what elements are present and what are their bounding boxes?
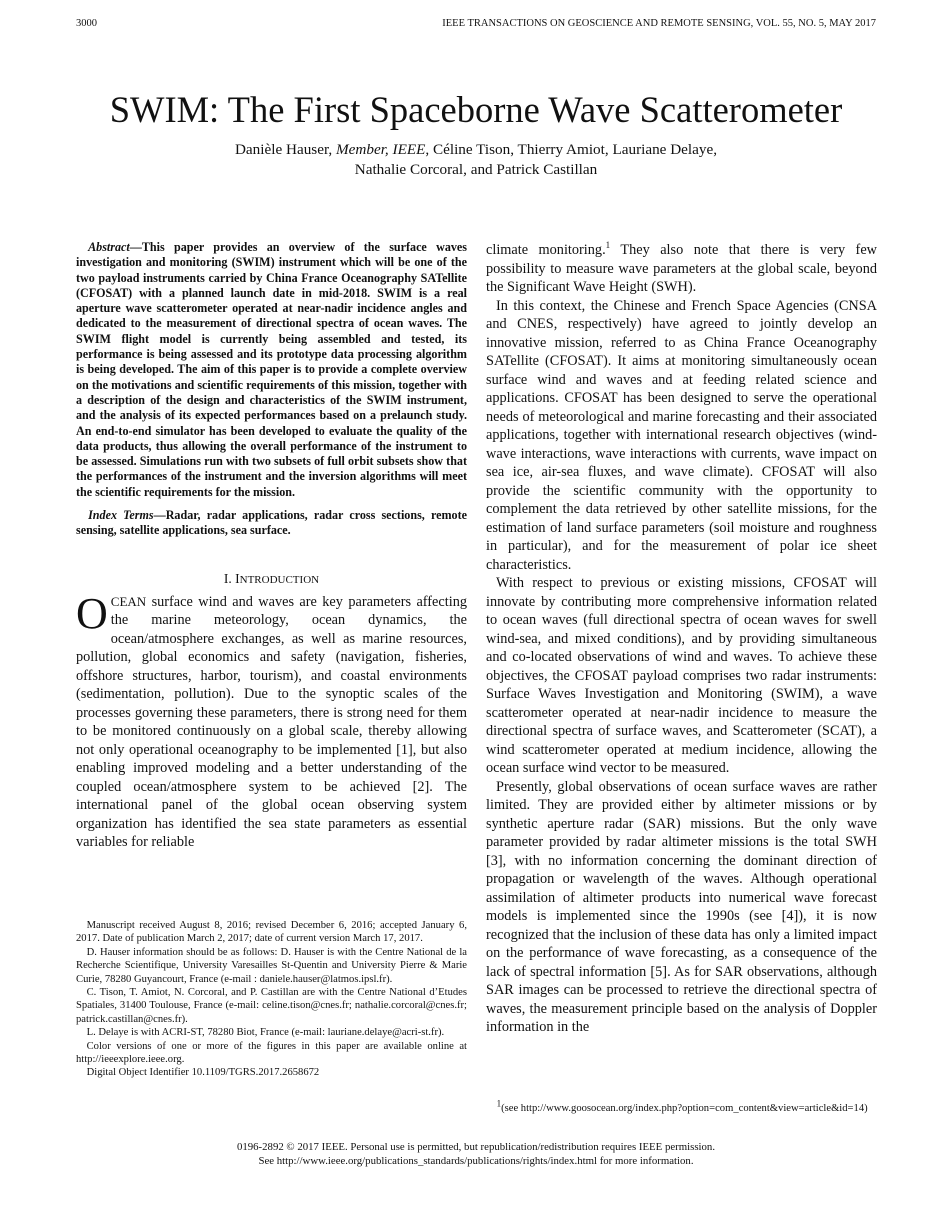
page-number: 3000 <box>76 18 97 29</box>
footnote: L. Delaye is with ACRI-ST, 78280 Biot, France (e-mail: lauriane.delaye@acri-st.fr). <box>86 1027 445 1039</box>
intro-paragraph <box>76 588 467 852</box>
section-number: I. <box>223 570 236 586</box>
footnote: Manuscript received August 8, 2016; revised December 6, 2016; accepted January 6, 2017. Date of publication March 2, 2017; date of current version March 17, 2017. <box>76 920 467 945</box>
index-terms-text: Radar, radar applications, radar cross sections, remote sensing, satellite applications, sea surface. <box>76 508 467 538</box>
intro-text: surface wind and waves are key parameters affecting the marine meteorology, ocean dynamics, the ocean/atmosphere exchanges, as well as marine resources, pollution, global economics and safety (navigation, fisheries, offshore structures, harbor, tourism), and coastal environments (sedimentation, pollution). Due to the synoptic scales of the processes governing these parameters, there is strong need for them to be monitored continuously on a global scale, thereby allowing not only operational oceanography to be implemented [1], but also enabling improved modeling and a better understanding of the coupled ocean/atmosphere system to be achieved [2]. The international panel of the global ocean observing system organization has identified the sea state parameters as essential variables for reliable <box>76 593 467 851</box>
authors-line1-b: , Céline Tison, Thierry Amiot, Lauriane Delaye, <box>425 141 718 158</box>
running-header: IEEE TRANSACTIONS ON GEOSCIENCE AND REMOTE SENSING, VOL. 55, NO. 5, MAY 2017 <box>442 18 876 29</box>
footnote: C. Tison, T. Amiot, N. Corcoral, and P. Castillan are with the Centre National d’Etudes Spatiales, 31400 Toulouse, France (e-mail: celine.tison@cnes.fr; nathalie.corcoral@cnes.fr; patrick.castillan@cnes.fr). <box>76 987 467 1025</box>
footnote-text: (see http://www.goosocean.org/index.php?option=com_content&view=article&id=14) <box>501 1103 868 1114</box>
paragraph <box>486 241 877 297</box>
section-title-rest: NTRODUCTION <box>239 573 320 586</box>
authors <box>0 140 952 180</box>
paper-title: SWIM: The First Spaceborne Wave Scatterometer <box>109 89 843 130</box>
section-title-first: I <box>235 570 240 586</box>
left-column <box>76 240 467 852</box>
copyright-notice <box>0 1140 952 1168</box>
abstract: Abstract—This paper provides an overview of the surface waves investigation and monitoring (SWIM) instrument which will be one of the two payload instruments carried by China France Oceanography SATellite (CFOSAT) with a planned launch date in mid-2018. SWIM is a real aperture wave scatterometer operated at near-nadir incidence angles and dedicated to the measurement of directional spectra of ocean waves. The SWIM flight model is currently being assembled and tested, its performance is being assessed and its prototype data processing algorithm is being developed. The aim of this paper is to provide a complete overview on the motivations and scientific requirements of this mission, together with a description of the design and characteristics of the SWIM instrument, and the analysis of its expected performances based on a prelaunch study. An end-to-end simulator has been developed to evaluate the quality of the data products, thus allowing the overall performance of the instrument to be assessed. Simulations run with two subsets of full orbit subsets show that the performances of the instrument and the inversion algorithms will meet the scientific requirements for the mission. <box>76 240 467 499</box>
abstract-label: Abstract <box>88 240 130 254</box>
text: They also note that there is very few possibility to measure wave parameters at the global scale, beyond the Significant Wave Height (SWH). <box>486 242 877 295</box>
paragraph: With respect to previous or existing missions, CFOSAT will innovate by contributing more comprehensive information related to ocean waves (full directional spectra of ocean waves for swell wind-sea, and mixed conditions), and by providing simultaneous and co-located observations of wind and waves. To achieve these objectives, the CFOSAT payload comprises two radar instruments: Surface Waves Investigation and Monitoring (SWIM), a wave scatterometer operated at near-nadir incidence to measure the directional spectra of surface waves, and Scatterometer (SCAT), a wind scatterometer operated at medium incidence, allowing the ocean surface wind vector to be measured. <box>486 575 877 776</box>
footnote: D. Hauser information should be as follows: D. Hauser is with the Centre National de la Recherche Scientifique, University Varesailles St-Quentin and University Pierre & Marie Curie, 78280 Guyancourt, France (e-mail : daniele.hauser@latmos.ipsl.fr). <box>76 946 467 985</box>
footnote: Color versions of one or more of the figures in this paper are available online at http://ieeexplore.ieee.org. <box>76 1040 467 1066</box>
footnote-mark: 1 <box>496 1098 502 1109</box>
intro-caps: CEAN <box>110 593 147 609</box>
copyright-line: 0196-2892 © 2017 IEEE. Personal use is permitted, but republication/redistribution requires IEEE permission. <box>236 1141 716 1153</box>
right-column <box>486 241 877 1037</box>
index-terms-label: Index Terms <box>88 508 154 523</box>
footnote-right <box>486 1098 877 1115</box>
index-terms: Index Terms—Radar, radar applications, radar cross sections, remote sensing, satellite applications, sea surface. <box>76 508 467 538</box>
authors-line1-a: Danièle Hauser, <box>234 141 336 158</box>
copyright-line: See http://www.ieee.org/publications_standards/publications/rights/index.html for more information. <box>258 1155 694 1167</box>
footnote-mark: 1 <box>605 240 611 251</box>
paragraph: Presently, global observations of ocean surface waves are rather limited. They are provided either by altimeter missions or by synthetic aperture radar (SAR) missions. But the only wave parameter provided by radar altimeter missions is the total SWH [3], with no information concerning the dominant direction of propagation or wavelength of the waves. Although operational assimilation of altimeter products into numerical wave forecast models is implemented since the 1990s (see [4]), it is now recognized that the inclusion of these data has only a limited impact on the performance of wave forecasting, as a consequence of the lack of spectral information [5]. As for SAR observations, although SAR images can be processed to retrieve the directional spectra of waves, the measurement principle based on the analysis of Doppler information in the <box>486 778 877 1035</box>
footnotes-left <box>76 919 467 1080</box>
footnote: Digital Object Identifier 10.1109/TGRS.2017.2658672 <box>86 1067 320 1079</box>
drop-cap: O <box>76 588 108 638</box>
author-role: Member, IEEE <box>336 141 426 158</box>
authors-line2: Nathalie Corcoral, and Patrick Castillan <box>354 161 598 178</box>
paragraph: In this context, the Chinese and French Space Agencies (CNSA and CNES, respectively) have agreed to jointly develop an innovative mission, referred to as China France Oceanography SATellite (CFOSAT). It aims at monitoring simultaneously ocean surface wind and waves and at feeding related science and applications. CFOSAT has been designed to serve the operational needs of meteorological and marine forecasting and their associated applications, together with international research objectives (wind-wave interactions, wave interactions with currents, wave impact on sea ice, air-sea fluxes, and wave climate). CFOSAT will also provide the scientific community with the opportunity to complement the data retrieved by other satellite missions, for the estimation of land surface parameters (soil moisture and roughness in particular), and for the measurement of polar ice sheet characteristics. <box>486 297 877 573</box>
abstract-text: This paper provides an overview of the surface waves investigation and monitoring (SWIM) instrument which will be one of the two payload instruments carried by China France Oceanography SATellite (CFOSAT) with a planned launch date in mid-2018. SWIM is a real aperture wave scatterometer operated at near-nadir incidence angles and dedicated to the measurement of directional spectra of ocean waves. The SWIM flight model is currently being assembled and tested, its performance is being assessed and its prototype data processing algorithm is being developed. The aim of this paper is to provide a complete overview on the motivations and scientific requirements of this mission, together with a description of the design and characteristics of the SWIM instrument, and the analysis of its expected performances based on a prelaunch study. An end-to-end simulator has been developed to evaluate the quality of the data products, thus allowing the overall performance of the instrument to be assessed. Simulations run with two subsets of full orbit subsets show that the performances of the instrument and the inversion algorithms will meet the scientific requirements for the mission. <box>76 240 467 499</box>
section-heading <box>76 571 467 587</box>
text: climate monitoring. <box>486 242 606 258</box>
footnote <box>486 1098 877 1115</box>
